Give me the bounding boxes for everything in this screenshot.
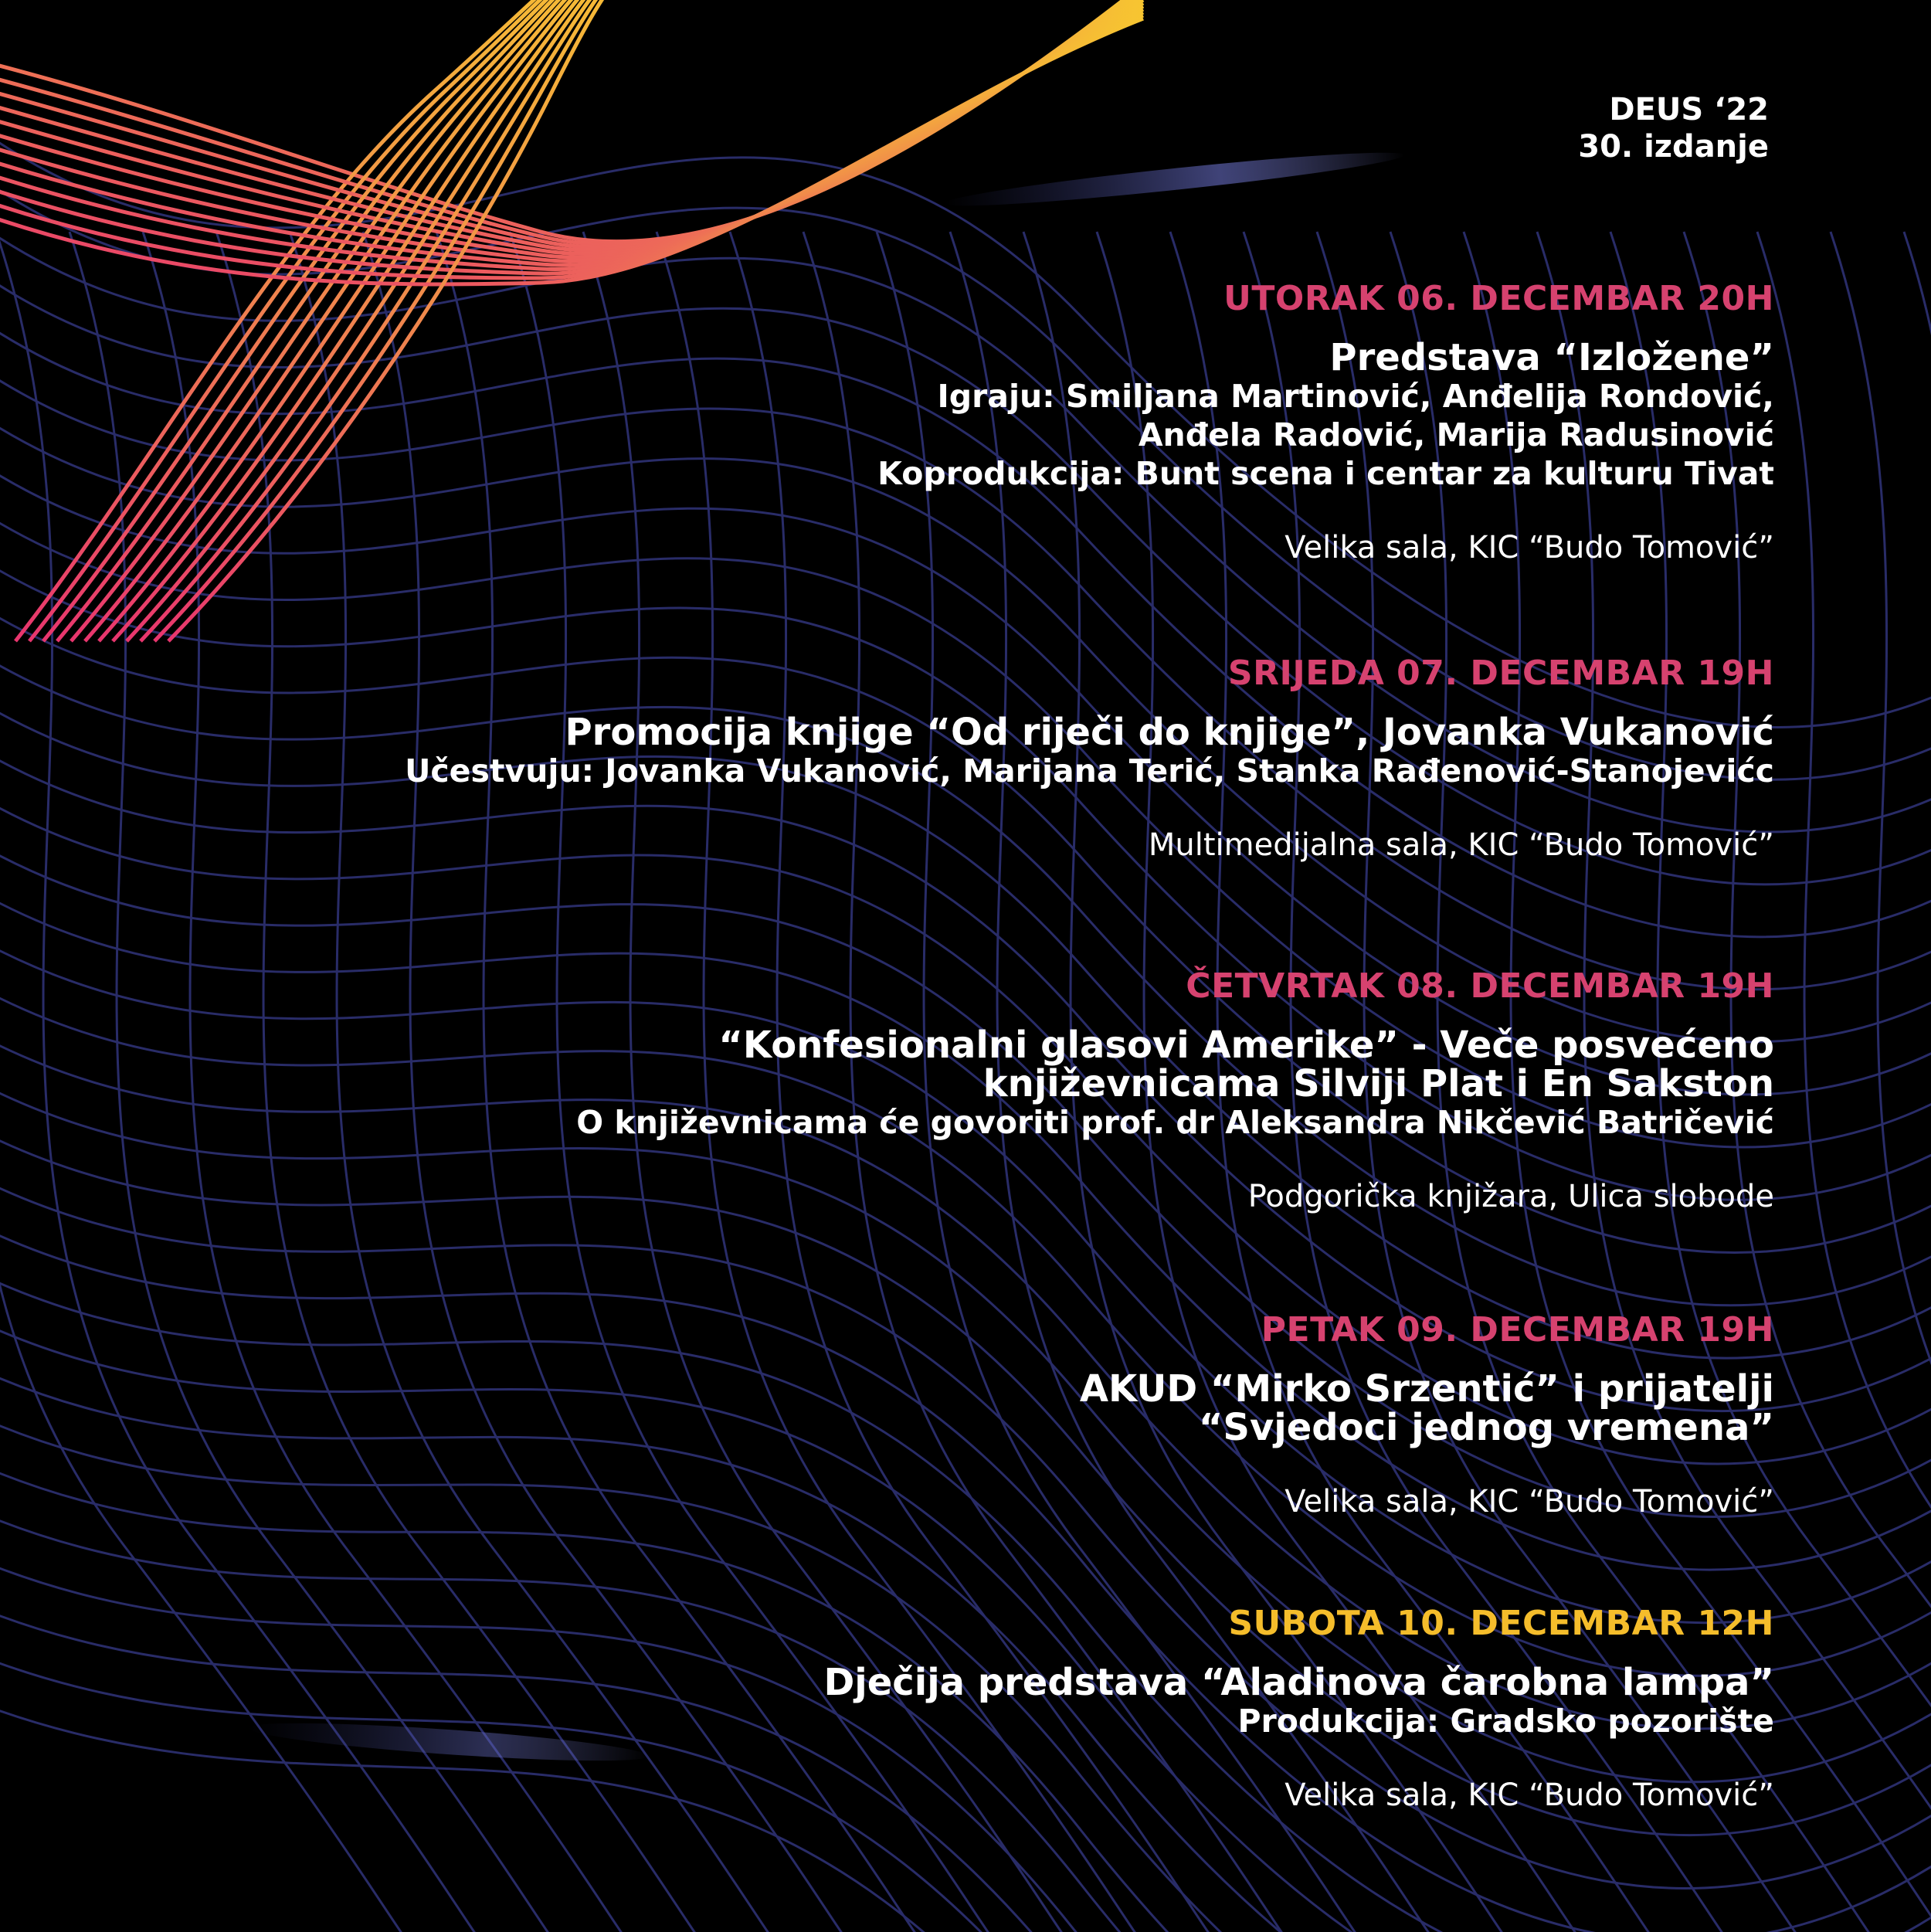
event-title: “Svjedoci jednog vremena” [1198,1406,1774,1449]
event-block [114,1603,1774,1815]
festival-name: DEUS ‘22 [1609,92,1769,127]
event-title: Predstava “Izložene” [1329,336,1774,379]
event-block [114,966,1774,1216]
event-detail: Produkcija: Gradsko pozorište [1237,1703,1774,1740]
event-date: ČETVRTAK 08. DECEMBAR 19H [1186,966,1774,1006]
wave-line [0,6,1143,265]
event-detail: Anđela Radović, Marija Radusinović [1138,416,1774,453]
event-venue: Podgorička knjižara, Ulica slobode [1247,1179,1774,1214]
wave-line [0,9,1143,269]
event-venue: Velika sala, KIC “Budo Tomović” [1285,530,1774,565]
festival-edition: 30. izdanje [1578,129,1769,165]
event-detail: O književnicama će govoriti prof. dr Aleksandra Nikčević Batričević [576,1104,1774,1141]
event-title: Dječija predstava “Aladinova čarobna lampa” [823,1661,1774,1704]
event-venue: Multimedijalna sala, KIC “Budo Tomović” [1148,827,1774,863]
event-date: SUBOTA 10. DECEMBAR 12H [1228,1604,1774,1643]
event-venue: Velika sala, KIC “Budo Tomović” [1285,1778,1774,1813]
festival-header [1578,91,1769,165]
event-title: književnicama Silviji Plat i En Sakston [982,1062,1774,1105]
event-block [114,278,1774,567]
event-detail: Igraju: Smiljana Martinović, Anđelija Rondović, [937,378,1774,415]
event-block [114,653,1774,864]
grid-line [1831,232,1931,1932]
event-title: AKUD “Mirko Srzentić” i prijatelji [1079,1367,1774,1411]
event-block [114,1309,1774,1521]
event-title: Promocija knjige “Od riječi do knjige”, Jovanka Vukanović [565,711,1774,754]
event-title: “Konfesionalni glasovi Amerike” - Veče posvećeno [718,1024,1774,1067]
event-date: SRIJEDA 07. DECEMBAR 19H [1227,654,1774,693]
event-detail: Učestvuju: Jovanka Vukanović, Marijana Terić, Stanka Rađenović-Stanojevićc [405,752,1774,789]
event-venue: Velika sala, KIC “Budo Tomović” [1285,1484,1774,1519]
light-streak-top [942,144,1406,215]
event-detail: Koprodukcija: Bunt scena i centar za kulturu Tivat [877,455,1774,492]
event-date: UTORAK 06. DECEMBAR 20H [1223,279,1774,318]
event-date: PETAK 09. DECEMBAR 19H [1261,1310,1774,1350]
